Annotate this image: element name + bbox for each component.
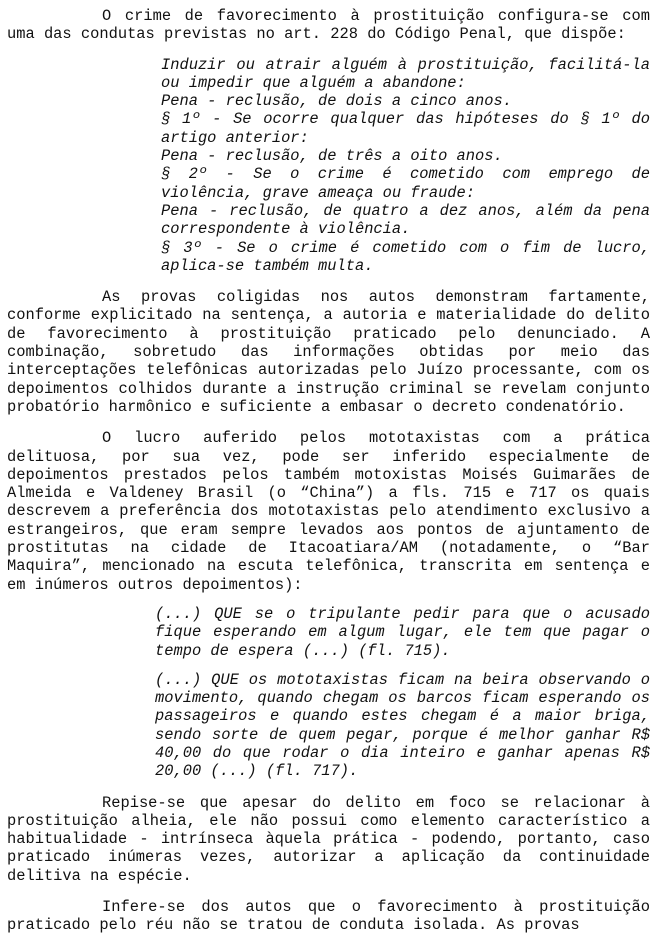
paragraph-profit: O lucro auferido pelos mototaxistas com a prática delituosa, por sua vez, pode ser inferido especialmente de depoimentos prestados pelos também motoxistas Moisés Guimarães de Almeida e Valdeney Brasil (o “China”) a fls. 715 e 717 os quais descrevem a preferência dos mototaxistas pelo atendimento exclusivo a estrangeiros, que eram sempre levados aos pontos de ajuntamento de prostitutas na cidade de Itacoatiara/AM (notadamente, o “Bar Maquira”, mencionado na escuta telefônica, transcrita em sentença e em inúmeros outros depoimentos): (7, 429, 650, 594)
paragraph-evidence: As provas coligidas nos autos demonstram fartamente, conforme explicitado na sentença, a autoria e materialidade do delito de favorecimento à prostituição praticado pelo denunciado. A combinação, sobretudo das informações obtidas por meio das interceptações telefônicas autorizadas pelo Juízo processante, com os depoimentos colhidos durante a instrução criminal se revelam conjunto probatório harmônico e suficiente a embasar o decreto condenatório. (7, 288, 650, 416)
paragraph-intro: O crime de favorecimento à prostituição configura-se com uma das condutas previstas no art. 228 do Código Penal, que dispõe: (7, 7, 650, 44)
law-line: Pena - reclusão, de quatro a dez anos, além da pena correspondente à violência. (161, 201, 650, 239)
law-line: § 3º - Se o crime é cometido com o fim de lucro, aplica-se também multa. (161, 238, 650, 275)
testimony-citations (155, 605, 650, 781)
paragraph-habituality: Repise-se que apesar do delito em foco se relacionar à prostituição alheia, ele não possui como elemento característico a habitualidade - intrínseca àquela prática - podendo, portanto, caso praticado inúmeras vezes, autorizar a aplicação da continuidade delitiva na espécie. (7, 793, 650, 885)
law-line: § 2º - Se o crime é cometido com emprego de violência, grave ameaça ou fraude: (161, 165, 650, 202)
paragraph-continuity: Infere-se dos autos que o favorecimento à prostituição praticado pelo réu não se tratou de conduta isolada. As provas (7, 898, 650, 935)
testimony-quote-fl-717: (...) QUE os mototaxistas ficam na beira observando o movimento, quando chegam os barcos ficam esperando os passageiros e quando estes chegam é a maior briga, sendo sorte de quem pegar, porque é melhor ganhar R$ 40,00 do que rodar o dia inteiro e ganhar apenas R$ 20,00 (...) (fl. 717). (155, 670, 650, 781)
law-line: § 1º - Se ocorre qualquer das hipóteses do § 1º do artigo anterior: (161, 110, 650, 147)
legal-citation-art-228 (161, 56, 650, 276)
document-page (7, 7, 650, 935)
testimony-quote-fl-715: (...) QUE se o tripulante pedir para que o acusado fique esperando em algum lugar, ele tem que pagar o tempo de espera (...) (fl. 715). (155, 604, 650, 660)
law-line: Pena - reclusão, de dois a cinco anos. (161, 92, 512, 111)
law-line: Induzir ou atrair alguém à prostituição, facilitá-la ou impedir que alguém a abandone: (161, 55, 650, 92)
law-line: Pena - reclusão, de três a oito anos. (161, 147, 503, 166)
